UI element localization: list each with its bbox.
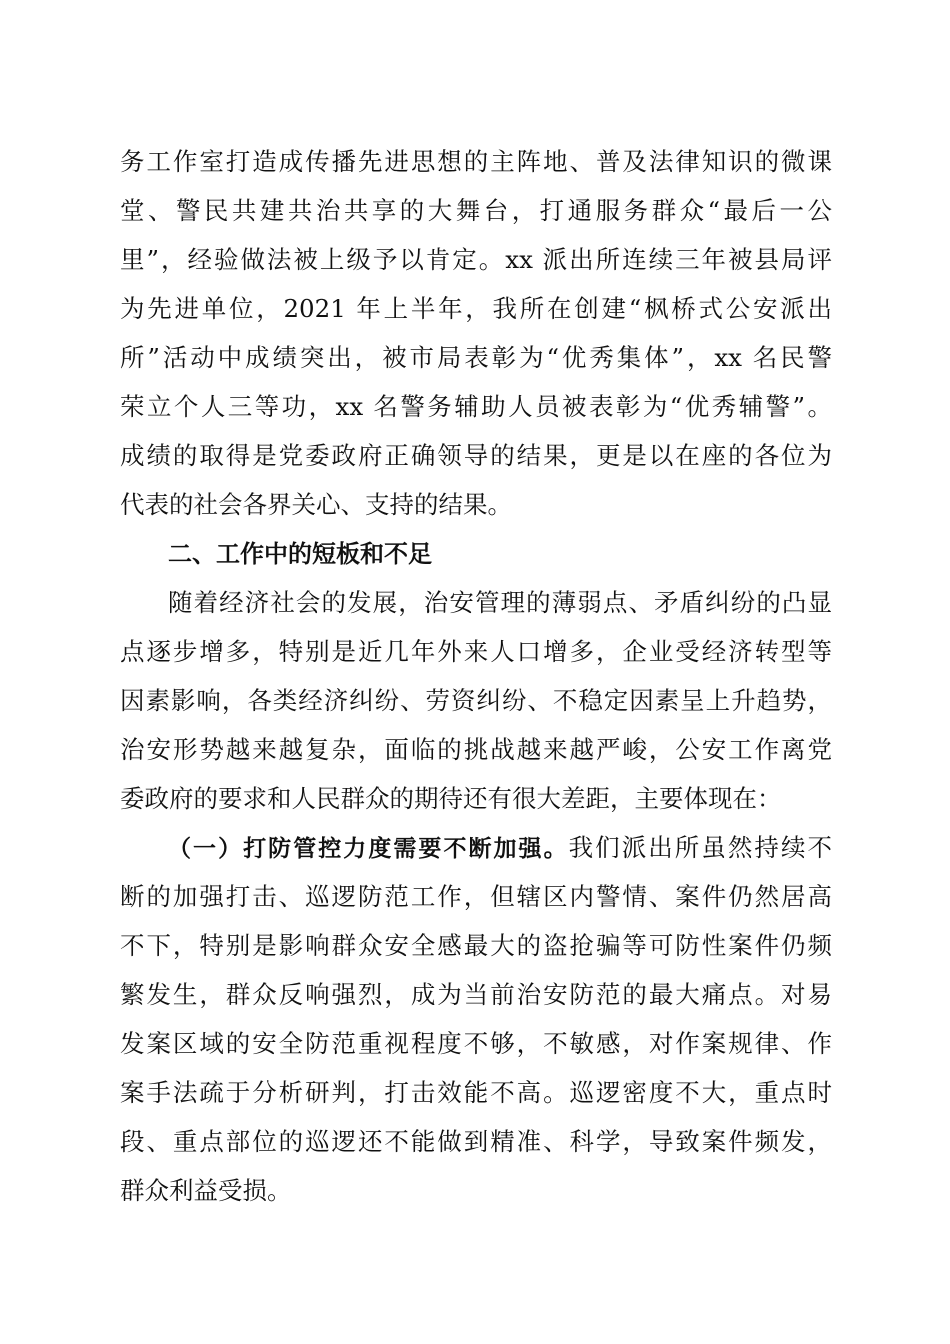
paragraph-line: 务工作室打造成传播先进思想的主阵地、普及法律知识的微课 <box>120 147 832 176</box>
paragraph-line: 发案区域的安全防范重视程度不够，不敏感，对作案规律、作 <box>120 1029 832 1058</box>
paragraph-line: 治安形势越来越复杂，面临的挑战越来越严峻，公安工作离党 <box>120 735 832 764</box>
paragraph-line: 为先进单位，2021 年上半年，我所在创建“枫桥式公安派出 <box>120 294 832 323</box>
paragraph-line: 断的加强打击、巡逻防范工作，但辖区内警情、案件仍然居高 <box>120 882 832 911</box>
paragraph-line: 所”活动中成绩突出，被市局表彰为“优秀集体”，xx 名民警 <box>120 343 832 372</box>
paragraph-line: 繁发生，群众反响强烈，成为当前治安防范的最大痛点。对易 <box>120 980 832 1009</box>
paragraph-line: 代表的社会各界关心、支持的结果。 <box>120 490 512 519</box>
paragraph-line: 堂、警民共建共治共享的大舞台，打通服务群众“最后一公 <box>120 196 832 225</box>
paragraph-text: 我们派出所虽然持续不 <box>568 833 832 862</box>
paragraph-line: 案手法疏于分析研判，打击效能不高。巡逻密度不大，重点时 <box>120 1078 832 1107</box>
paragraph-line: 随着经济社会的发展，治安管理的薄弱点、矛盾纠纷的凸显 <box>168 588 832 617</box>
paragraph-first-line <box>168 824 832 872</box>
paragraph-line: 委政府的要求和人民群众的期待还有很大差距，主要体现在： <box>120 784 782 813</box>
paragraph-line: 群众利益受损。 <box>120 1176 292 1205</box>
paragraph-line: 点逐步增多，特别是近几年外来人口增多，企业受经济转型等 <box>120 637 832 666</box>
section-heading: 二、工作中的短板和不足 <box>168 540 432 568</box>
paragraph-line: 成绩的取得是党委政府正确领导的结果，更是以在座的各位为 <box>120 441 832 470</box>
paragraph-line: 不下，特别是影响群众安全感最大的盗抢骗等可防性案件仍频 <box>120 931 832 960</box>
paragraph-line: 里”，经验做法被上级予以肯定。xx 派出所连续三年被县局评 <box>120 245 832 274</box>
subsection-heading: （一）打防管控力度需要不断加强。 <box>168 836 569 862</box>
paragraph-line: 段、重点部位的巡逻还不能做到精准、科学，导致案件频发， <box>120 1127 832 1156</box>
paragraph-line: 因素影响，各类经济纠纷、劳资纠纷、不稳定因素呈上升趋势， <box>120 686 832 715</box>
paragraph-line: 荣立个人三等功，xx 名警务辅助人员被表彰为“优秀辅警”。 <box>120 392 832 421</box>
